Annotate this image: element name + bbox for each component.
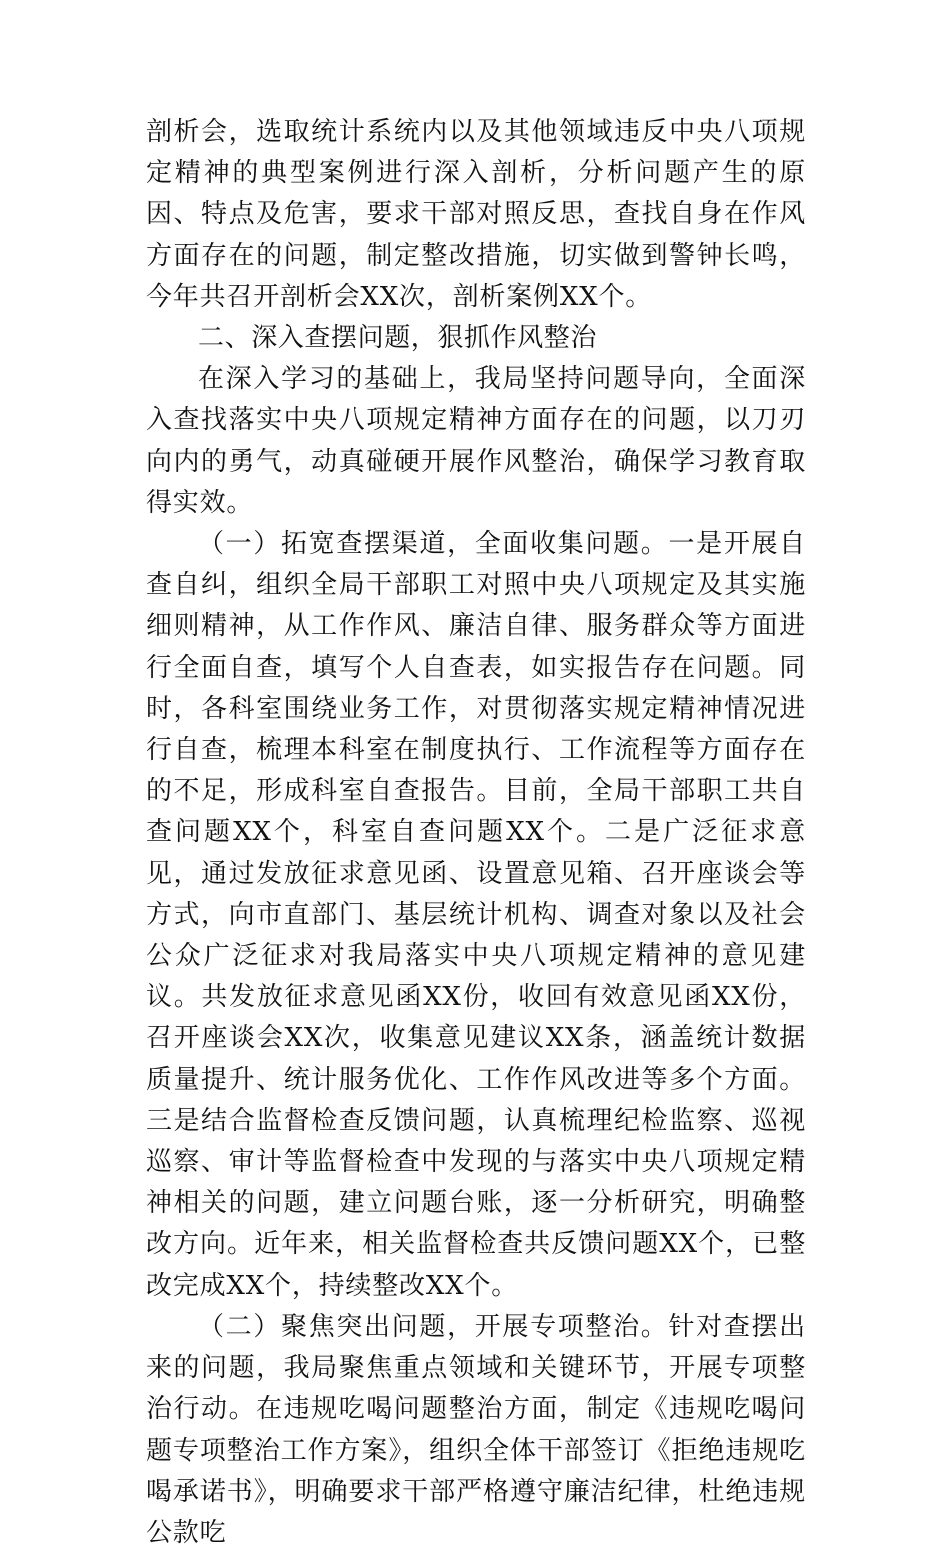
subsection-title: （二）聚焦突出问题，开展专项整治。 [198, 1311, 669, 1342]
heading-text: 二、深入查摆问题，狠抓作风整治 [198, 323, 598, 354]
document-body [146, 112, 806, 1554]
subsection-body: 一是开展自查自纠，组织全局干部职工对照中央八项规定及其实施细则精神，从工作作风、廉洁自律、服务群众等方面进行全面自查，填写个人自查表，如实报告存在问题。同时，各科室围绕业务工作，对贯彻落实规定精神情况进行自查，梳理本科室在制度执行、工作流程等方面存在的不足，形成科室自查报告。目前，全局干部职工共自查问题XX个，科室自查问题XX个。二是广泛征求意见，通过发放征求意见函、设置意见箱、召开座谈会等方式，向市直部门、基层统计机构、调查对象以及社会公众广泛征求对我局落实中央八项规定精神的意见建议。共发放征求意见函XX份，收回有效意见函XX份，召开座谈会XX次，收集意见建议XX条，涵盖统计数据质量提升、统计服务优化、工作作风改进等多个方面。三是结合监督检查反馈问题，认真梳理纪检监察、巡视巡察、审计等监督检查中发现的与落实中央八项规定精神相关的问题，建立问题台账，逐一分析研究，明确整改方向。近年来，相关监督检查共反馈问题XX个，已整改完成XX个，持续整改XX个。 [146, 529, 806, 1301]
subsection-paragraph-1 [146, 524, 806, 1307]
subsection-title: （一）拓宽查摆渠道，全面收集问题。 [198, 529, 669, 560]
paragraph-text: 剖析会，选取统计系统内以及其他领域违反中央八项规定精神的典型案例进行深入剖析，分析问题产生的原因、特点及危害，要求干部对照反思，查找自身在作风方面存在的问题，制定整改措施，切实做到警钟长鸣，今年共召开剖析会XX次，剖析案例XX个。 [146, 117, 806, 312]
intro-paragraph [146, 359, 806, 524]
paragraph-text: 在深入学习的基础上，我局坚持问题导向，全面深入查找落实中央八项规定精神方面存在的问题，以刀刃向内的勇气，动真碰硬开展作风整治，确保学习教育取得实效。 [146, 364, 806, 518]
subsection-body: 针对查摆出来的问题，我局聚焦重点领域和关键环节，开展专项整治行动。在违规吃喝问题整治方面，制定《违规吃喝问题专项整治工作方案》，组织全体干部签订《拒绝违规吃喝承诺书》，明确要求干部严格遵守廉洁纪律，杜绝违规公款吃 [146, 1311, 806, 1548]
paragraph-continued [146, 112, 806, 318]
section-heading [146, 318, 806, 359]
